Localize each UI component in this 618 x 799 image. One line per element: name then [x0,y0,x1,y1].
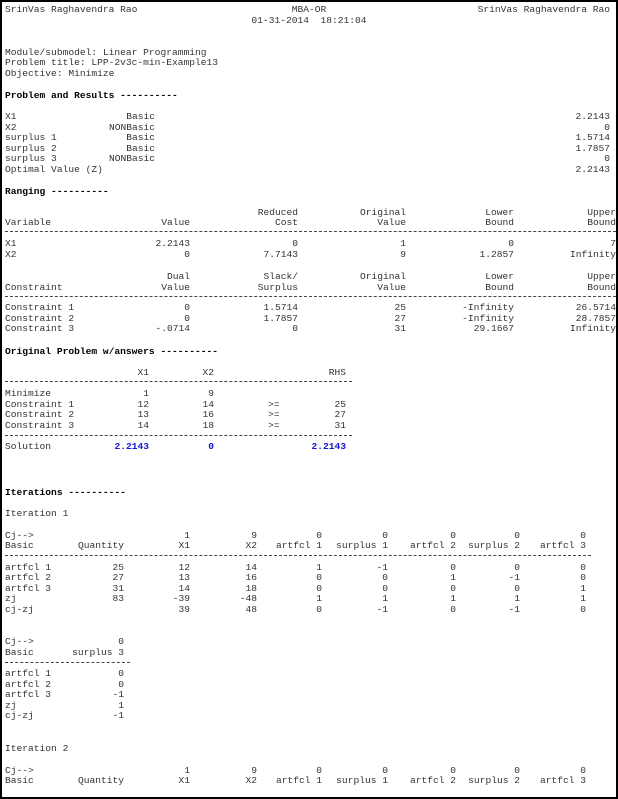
cell: 0 [118,636,124,647]
cell: 18 [202,420,214,431]
col-head: artfcl 1 [275,540,322,551]
result-value: 0 [604,153,610,164]
cell: 0 [580,530,586,541]
solution-x2: 0 [208,441,214,452]
problem-title: Problem title: LPP-2v3c-min-Example13 [5,57,219,68]
col-head: artfcl 1 [275,775,322,786]
result-name: X1 [5,111,17,122]
col-head: Bound [485,282,514,293]
cell: artfcl 1 [5,562,52,573]
cell: 25 [394,302,406,313]
cell: -1 [112,689,124,700]
cell: 31 [112,583,124,594]
cell: 0 [316,572,322,583]
cell: 1 [382,593,388,604]
cell: >= [268,420,280,431]
divider [5,381,352,382]
cell: Constraint 2 [5,409,75,420]
cell: 0 [118,668,124,679]
cell: 14 [178,583,190,594]
cell: 0 [316,530,322,541]
cell: artfcl 1 [5,668,52,679]
result-name: surplus 3 [5,153,57,164]
cell: -1 [112,710,124,721]
cell: 0 [382,583,388,594]
cell: Constraint 3 [5,323,75,334]
cell: 25 [112,562,124,573]
cell: 1.2857 [479,249,514,260]
cell: 26.5714 [575,302,616,313]
cell: 31 [334,420,346,431]
result-status: Basic [126,143,155,154]
cell: 12 [178,562,190,573]
cell: Constraint 1 [5,399,75,410]
cell: 1 [450,593,456,604]
cell: 0 [382,530,388,541]
col-head: X2 [202,367,214,378]
cell: 13 [137,409,149,420]
result-value: 1.5714 [575,132,610,143]
cell: -1 [508,604,520,615]
cell: Infinity [569,249,616,260]
result-value: 2.2143 [575,164,610,175]
col-head: X2 [245,775,257,786]
cell: 1 [184,765,190,776]
cell: 16 [245,572,257,583]
iteration-1-title: Iteration 1 [5,508,69,519]
col-head: Upper [587,271,616,282]
result-value: 2.2143 [575,111,610,122]
col-head: Original [359,207,406,218]
col-head: surplus 3 [72,647,124,658]
cell: 0 [580,562,586,573]
col-head: artfcl 3 [539,775,586,786]
col-head: Basic [5,775,34,786]
col-head: Value [377,282,406,293]
result-name: surplus 1 [5,132,57,143]
cell: artfcl 2 [5,572,52,583]
cell: 1.7857 [263,313,298,324]
cell: Minimize [5,388,52,399]
col-head: X1 [178,540,190,551]
cell: Cj--> [5,636,34,647]
cell: 1 [580,593,586,604]
cell: artfcl 2 [5,679,52,690]
cell: 27 [112,572,124,583]
cell: -48 [239,593,257,604]
cell: 1 [184,530,190,541]
col-head: Surplus [257,282,298,293]
objective-line: Objective: Minimize [5,68,115,79]
col-head: surplus 1 [336,775,388,786]
divider [5,231,616,232]
cell: X1 [5,238,17,249]
results-heading: Problem and Results ---------- [5,90,178,101]
cell: 1 [143,388,149,399]
result-status: NONBasic [108,153,155,164]
col-head: artfcl 3 [539,540,586,551]
col-head: Slack/ [263,271,298,282]
cell: 14 [202,399,214,410]
cell: 18 [245,583,257,594]
cell: 0 [292,323,298,334]
iteration-2-title: Iteration 2 [5,743,69,754]
header-author-left: SrinVas Raghavendra Rao [5,4,138,15]
cell: 0 [118,679,124,690]
cell: 83 [112,593,124,604]
cell: 0 [450,562,456,573]
col-head: Lower [485,207,514,218]
header-datetime: 01-31-2014 18:21:04 [251,15,367,26]
cell: Constraint 2 [5,313,75,324]
original-heading: Original Problem w/answers ---------- [5,346,219,357]
cell: 0 [316,583,322,594]
col-head: surplus 1 [336,540,388,551]
divider [5,555,591,556]
cell: 0 [382,765,388,776]
cell: 0 [450,765,456,776]
col-head: Bound [485,217,514,228]
col-head: Upper [587,207,616,218]
col-head: RHS [328,367,346,378]
divider [5,435,352,436]
solution-rhs: 2.2143 [311,441,346,452]
cell: zj [5,700,17,711]
col-head: artfcl 2 [409,775,456,786]
cell: 7 [610,238,616,249]
cell: -39 [172,593,190,604]
cell: 0 [382,572,388,583]
cell: 0 [580,604,586,615]
cell: 0 [184,249,190,260]
cell: Cj--> [5,530,34,541]
cell: Cj--> [5,765,34,776]
cell: 9 [208,388,214,399]
cell: 0 [580,765,586,776]
cell: Constraint 3 [5,420,75,431]
cell: 7.7143 [263,249,298,260]
cell: 1 [450,572,456,583]
cell: -1 [376,562,388,573]
cell: 0 [450,583,456,594]
cell: 0 [450,530,456,541]
result-status: Basic [126,111,155,122]
cell: 14 [137,420,149,431]
result-name: X2 [5,122,17,133]
col-head: Value [161,282,190,293]
cell: 31 [394,323,406,334]
cell: 13 [178,572,190,583]
cell: 1 [118,700,124,711]
result-value: 0 [604,122,610,133]
cell: 0 [184,302,190,313]
cell: Infinity [569,323,616,334]
cell: 1 [316,593,322,604]
col-head: Lower [485,271,514,282]
cell: 9 [251,765,257,776]
divider [5,662,130,663]
cell: -Infinity [462,302,514,313]
iterations-heading: Iterations ---------- [5,487,126,498]
col-head: Quantity [77,775,124,786]
ranging-heading: Ranging ---------- [5,186,109,197]
cell: 0 [514,562,520,573]
cell: 14 [245,562,257,573]
cell: 12 [137,399,149,410]
cell: >= [268,409,280,420]
cell: 0 [316,765,322,776]
cell: Constraint 1 [5,302,75,313]
cell: 1 [580,583,586,594]
col-head: X1 [137,367,149,378]
cell: 28.7857 [575,313,616,324]
col-head: Bound [587,217,616,228]
cell: 27 [334,409,346,420]
result-status: Basic [126,132,155,143]
cell: 9 [400,249,406,260]
cell: 0 [580,572,586,583]
cell: 1.5714 [263,302,298,313]
cell: 9 [251,530,257,541]
cell: cj-zj [5,604,34,615]
cell: 1 [316,562,322,573]
result-name: Optimal Value (Z) [5,164,103,175]
col-head: X1 [178,775,190,786]
cell: 25 [334,399,346,410]
col-head: Value [161,217,190,228]
cell: 1 [400,238,406,249]
result-status: NONBasic [108,122,155,133]
divider [5,296,616,297]
col-head: Dual [166,271,190,282]
cell: 16 [202,409,214,420]
cell: artfcl 3 [5,689,52,700]
result-value: 1.7857 [575,143,610,154]
cell: 0 [184,313,190,324]
col-head: Value [377,217,406,228]
col-head: Cost [274,217,298,228]
col-head: Constraint [5,282,63,293]
cell: 0 [316,604,322,615]
cell: 48 [245,604,257,615]
cell: zj [5,593,17,604]
cell: -1 [508,572,520,583]
cell: artfcl 3 [5,583,52,594]
col-head: Bound [587,282,616,293]
cell: 0 [508,238,514,249]
cell: -.0714 [155,323,190,334]
solution-label: Solution [5,441,52,452]
cell: 2.2143 [155,238,190,249]
col-head: surplus 2 [468,775,520,786]
cell: -Infinity [462,313,514,324]
col-head: Basic [5,540,34,551]
col-head: Original [359,271,406,282]
module-line: Module/submodel: Linear Programming [5,47,207,58]
cell: 0 [450,604,456,615]
cell: -1 [376,604,388,615]
col-head: X2 [245,540,257,551]
col-head: Reduced [257,207,298,218]
cell: >= [268,399,280,410]
cell: 0 [514,583,520,594]
result-name: surplus 2 [5,143,57,154]
col-head: Quantity [77,540,124,551]
cell: 0 [292,238,298,249]
cell: 0 [514,530,520,541]
cell: cj-zj [5,710,34,721]
col-head: Basic [5,647,34,658]
cell: 0 [514,765,520,776]
cell: X2 [5,249,17,260]
col-head: surplus 2 [468,540,520,551]
cell: 39 [178,604,190,615]
cell: 1 [514,593,520,604]
cell: 27 [394,313,406,324]
header-author-right: SrinVas Raghavendra Rao [477,4,610,15]
header-course: MBA-OR [291,4,327,15]
col-head: artfcl 2 [409,540,456,551]
col-head: Variable [5,217,52,228]
solution-x1: 2.2143 [114,441,149,452]
cell: 29.1667 [473,323,514,334]
